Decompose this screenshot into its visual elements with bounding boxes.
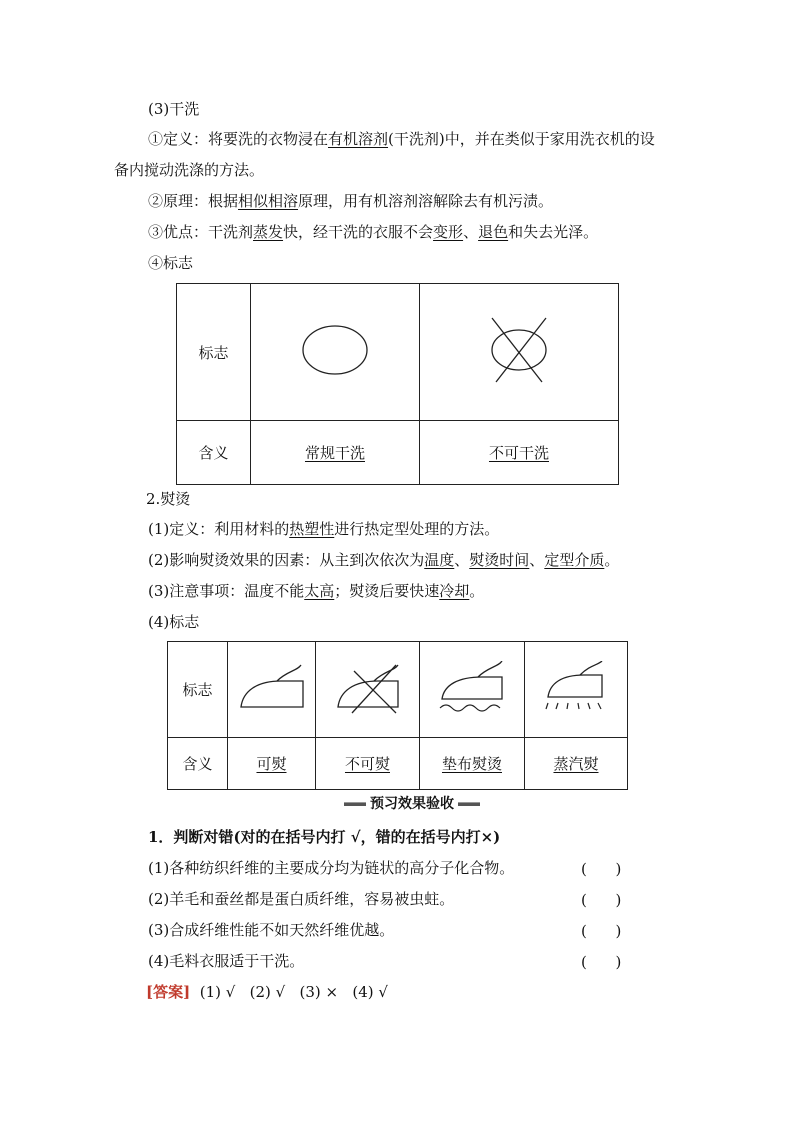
ironing-heading: 2.熨烫 [146, 490, 191, 508]
definition-text: 进行热定型处理的方法。 [334, 520, 500, 538]
row-label-meaning: 含义 [168, 738, 228, 790]
no-iron-icon [316, 642, 420, 738]
ironing-definition [148, 519, 499, 539]
answer-setting-medium: 定型介质 [544, 551, 605, 569]
answer-organic-solvent: 有机溶剂 [328, 130, 389, 148]
notes-text: ；熨烫后要快速 [334, 582, 440, 600]
dry-clean-heading: (3)干洗 [148, 100, 200, 118]
definition-text: (干洗剂)中，并在类似于家用洗衣机的设 [388, 130, 655, 148]
row-label-symbol: 标志 [177, 284, 251, 421]
principle-text: ②原理：根据 [148, 192, 239, 210]
dry-clean-definition-cont: 备内搅动洗涤的方法。 [114, 161, 265, 179]
notes-text: 。 [469, 582, 485, 600]
iron-icon [228, 642, 316, 738]
answer-fade: 退色 [478, 223, 509, 241]
row-label-meaning: 含义 [177, 421, 251, 485]
quiz-item: (3)合成纤维性能不如天然纤维优越。 [148, 921, 395, 939]
banner-bar-right [458, 802, 480, 806]
meaning-iron-with-cloth: 垫布熨烫 [441, 755, 502, 773]
advantages-text: 、 [463, 223, 479, 241]
answer-deform: 变形 [433, 223, 464, 241]
answer-blank[interactable]: ( ) [581, 891, 622, 909]
answer-thermoplasticity: 热塑性 [289, 520, 335, 538]
factors-text: 。 [604, 551, 620, 569]
quiz-item: (4)毛料衣服适于干洗。 [148, 952, 305, 970]
answer-ironing-time: 熨烫时间 [469, 551, 530, 569]
preview-check-banner [344, 795, 480, 813]
row-label-symbol: 标志 [168, 642, 228, 738]
advantages-text: 和失去光泽。 [508, 223, 599, 241]
quiz-item: (2)羊毛和蚕丝都是蛋白质纤维，容易被虫蛀。 [148, 890, 455, 908]
banner-bar-left [344, 802, 366, 806]
ironing-notes [148, 581, 484, 601]
dry-clean-definition [148, 129, 655, 149]
meaning-normal-dry-clean: 常规干洗 [304, 444, 365, 462]
no-dry-clean-icon [420, 284, 619, 421]
dry-clean-advantages [148, 222, 598, 242]
advantages-text: ③优点：干洗剂 [148, 223, 254, 241]
answer-like-dissolves-like: 相似相溶 [238, 192, 299, 210]
advantages-text: 快，经干洗的衣服不会 [283, 223, 434, 241]
answer-temperature: 温度 [424, 551, 455, 569]
dry-clean-symbol-heading: ④标志 [148, 254, 194, 272]
iron-with-cloth-icon [420, 642, 525, 738]
answer-tag: [答案] [146, 983, 191, 1001]
factors-text: (2)影响熨烫效果的因素：从主到次依次为 [148, 551, 425, 569]
normal-dry-clean-icon [251, 284, 420, 421]
definition-text: ①定义：将要洗的衣物浸在 [148, 130, 329, 148]
steam-iron-icon [525, 642, 628, 738]
meaning-no-dry-clean: 不可干洗 [488, 444, 549, 462]
meaning-steam-iron: 蒸汽熨 [553, 755, 599, 773]
answer-too-high: 太高 [304, 582, 335, 600]
quiz-item: (1)各种纺织纤维的主要成分均为链状的高分子化合物。 [148, 859, 515, 877]
banner-title: 预习效果验收 [370, 796, 454, 812]
factors-text: 、 [529, 551, 545, 569]
quiz-answers [146, 982, 388, 1002]
factors-text: 、 [454, 551, 470, 569]
ironing-symbol-heading: (4)标志 [148, 613, 200, 631]
notes-text: (3)注意事项：温度不能 [148, 582, 305, 600]
definition-text: (1)定义：利用材料的 [148, 520, 290, 538]
answer-blank[interactable]: ( ) [581, 860, 622, 878]
answer-values: (1) √ (2) √ (3) × (4) √ [199, 983, 388, 1001]
answer-blank[interactable]: ( ) [581, 922, 622, 940]
meaning-can-iron: 可熨 [256, 755, 287, 773]
principle-text: 原理，用有机溶剂溶解除去有机污渍。 [298, 192, 554, 210]
meaning-no-iron: 不可熨 [344, 755, 390, 773]
answer-cool: 冷却 [439, 582, 470, 600]
ironing-factors [148, 550, 619, 570]
ironing-symbol-table [167, 641, 628, 790]
answer-evaporation: 蒸发 [253, 223, 284, 241]
quiz-question: 1．判断对错(对的在括号内打 √，错的在括号内打×) [148, 828, 501, 846]
dry-clean-symbol-table [176, 283, 619, 485]
answer-blank[interactable]: ( ) [581, 953, 622, 971]
dry-clean-principle [148, 191, 553, 211]
